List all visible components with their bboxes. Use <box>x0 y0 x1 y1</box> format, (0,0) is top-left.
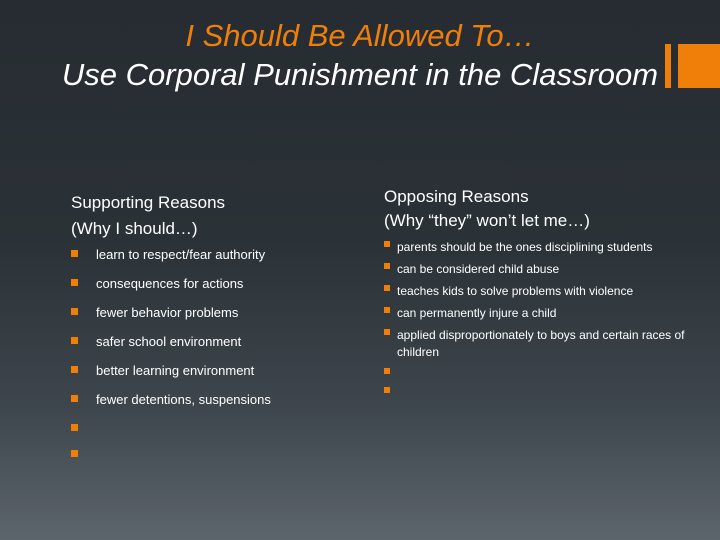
list-item-text: parents should be the ones disciplining students <box>397 240 653 254</box>
square-bullet-icon <box>71 337 78 344</box>
list-item-text: safer school environment <box>96 334 242 349</box>
list-item <box>384 366 704 380</box>
square-bullet-icon <box>71 450 78 457</box>
supporting-heading-line-1: Supporting Reasons <box>71 193 226 212</box>
list-item <box>71 362 361 379</box>
accent-bar-thick <box>678 44 720 88</box>
accent-bar-thin <box>665 44 671 88</box>
list-item <box>71 333 361 350</box>
square-bullet-icon <box>71 395 78 402</box>
list-item-text: teaches kids to solve problems with violence <box>397 284 634 298</box>
list-item <box>71 420 361 434</box>
list-item-text: can be considered child abuse <box>397 262 560 276</box>
list-item-text: fewer behavior problems <box>96 305 239 320</box>
title-line-2: Use Corporal Punishment in the Classroom <box>61 57 659 92</box>
square-bullet-icon <box>71 279 78 286</box>
list-item <box>384 261 704 278</box>
supporting-heading-line-2: (Why I should…) <box>71 219 198 238</box>
opposing-heading-line-1: Opposing Reasons <box>384 187 529 206</box>
list-item <box>384 283 704 300</box>
list-item <box>71 446 361 460</box>
list-item-text: consequences for actions <box>96 276 244 291</box>
opposing-heading <box>384 185 704 233</box>
list-item <box>384 239 704 256</box>
supporting-reasons-column <box>71 190 361 472</box>
square-bullet-icon <box>384 285 390 291</box>
list-item <box>71 304 361 321</box>
square-bullet-icon <box>384 241 390 247</box>
opposing-reasons-column <box>384 185 704 404</box>
supporting-list <box>71 246 361 460</box>
list-item-text: learn to respect/fear authority <box>96 247 266 262</box>
square-bullet-icon <box>384 387 390 393</box>
square-bullet-icon <box>71 250 78 257</box>
list-item-text: can permanently injure a child <box>397 306 557 320</box>
list-item-text: better learning environment <box>96 363 255 378</box>
opposing-list <box>384 239 704 399</box>
list-item-text: applied disproportionately to boys and certain races of children <box>397 328 685 359</box>
slide-title <box>60 16 660 94</box>
square-bullet-icon <box>384 263 390 269</box>
list-item-text: fewer detentions, suspensions <box>96 392 271 407</box>
list-item <box>384 327 704 361</box>
square-bullet-icon <box>71 308 78 315</box>
list-item <box>71 246 361 263</box>
square-bullet-icon <box>384 329 390 335</box>
supporting-heading <box>71 190 361 242</box>
list-item <box>384 385 704 399</box>
opposing-heading-line-2: (Why “they” won’t let me…) <box>384 211 590 230</box>
square-bullet-icon <box>71 366 78 373</box>
square-bullet-icon <box>71 424 78 431</box>
list-item <box>71 275 361 292</box>
title-line-1: I Should Be Allowed To… <box>185 18 535 53</box>
list-item <box>384 305 704 322</box>
square-bullet-icon <box>384 368 390 374</box>
list-item <box>71 391 361 408</box>
square-bullet-icon <box>384 307 390 313</box>
